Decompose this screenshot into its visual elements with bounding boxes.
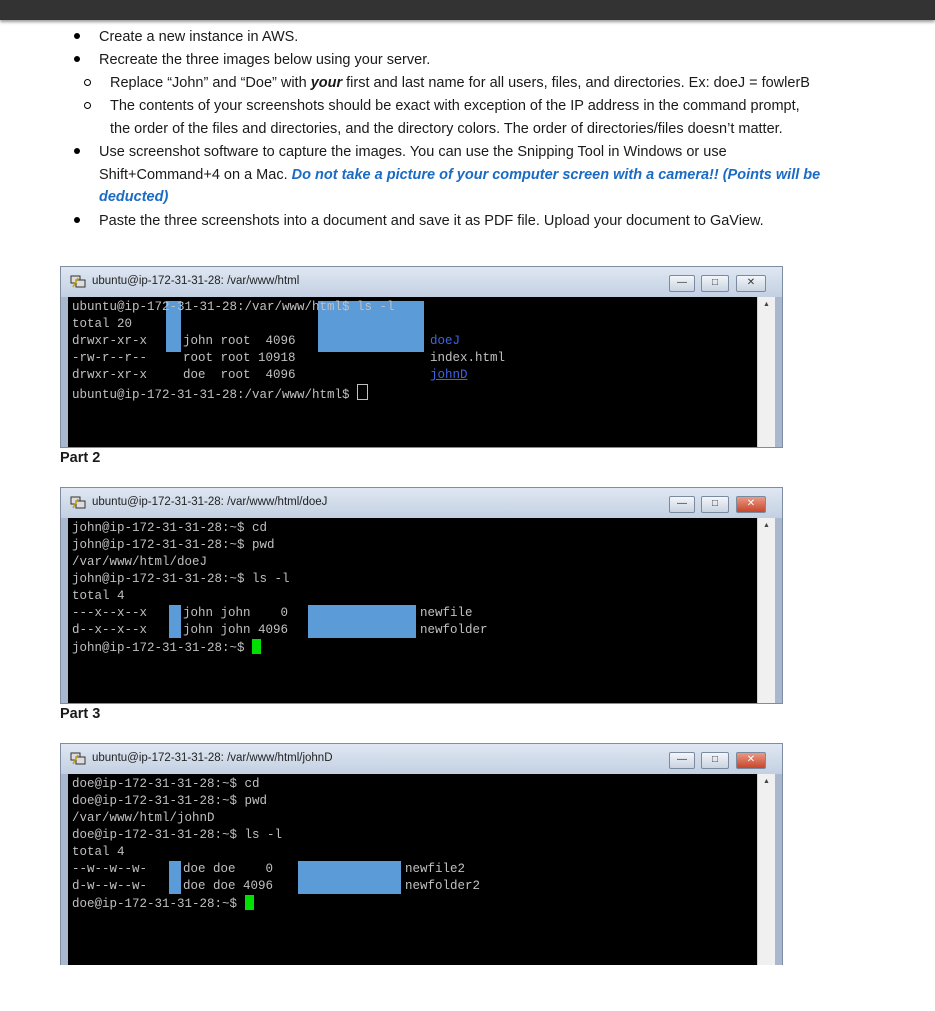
scroll-up-icon[interactable]: ▲ bbox=[763, 301, 770, 308]
terminal-window-3 bbox=[60, 743, 783, 965]
instruction-sub-bullet-1: Replace “John” and “Doe” with your first and last name for all users, files, and directories. Ex: doeJ = fowlerB bbox=[110, 75, 810, 91]
redaction-block bbox=[169, 605, 181, 638]
redaction-block bbox=[298, 861, 401, 894]
terminal-screen[interactable] bbox=[68, 774, 758, 965]
terminal-prompt-line: john@ip-172-31-31-28:~$ bbox=[72, 639, 261, 657]
cursor bbox=[252, 639, 261, 654]
maximize-icon[interactable]: □ bbox=[701, 752, 729, 769]
terminal-line: doe doe 4096 bbox=[183, 879, 274, 893]
terminal-line: doe@ip-172-31-31-28:~$ pwd bbox=[72, 794, 268, 808]
maximize-icon[interactable]: □ bbox=[701, 496, 729, 513]
terminal-screen[interactable] bbox=[68, 297, 758, 447]
emphasis-your: your bbox=[310, 75, 343, 91]
terminal-screen[interactable] bbox=[68, 518, 758, 703]
terminal-line: doe@ip-172-31-31-28:~$ ls -l bbox=[72, 828, 283, 842]
instruction-sub-bullet-2-line-1: The contents of your screenshots should be exact with exception of the IP address in the command prompt, bbox=[110, 98, 800, 114]
terminal-line: drwxr-xr-x bbox=[72, 334, 148, 348]
terminal-line: d-w--w--w- bbox=[72, 879, 148, 893]
terminal-line: doe root 4096 bbox=[183, 368, 296, 382]
bullet-dot bbox=[74, 56, 80, 62]
terminal-window-2 bbox=[60, 487, 783, 704]
window-titlebar bbox=[61, 488, 782, 518]
redaction-block bbox=[308, 605, 416, 638]
terminal-line: total 4 bbox=[72, 589, 125, 603]
minimize-icon[interactable]: — bbox=[669, 752, 695, 769]
directory-name: johnD bbox=[430, 368, 468, 382]
scroll-up-icon[interactable]: ▲ bbox=[763, 778, 770, 785]
terminal-line: john root 4096 bbox=[183, 334, 296, 348]
scrollbar[interactable] bbox=[757, 518, 775, 703]
instruction-bullet-1: Create a new instance in AWS. bbox=[99, 29, 299, 45]
instruction-sub-bullet-2-line-2: the order of the files and directories, and the directory colors. The order of directories/files doesn’t matter. bbox=[110, 121, 783, 137]
terminal-line: doe@ip-172-31-31-28:~$ cd bbox=[72, 777, 260, 791]
window-title: ubuntu@ip-172-31-31-28: /var/www/html/johnD bbox=[92, 752, 333, 764]
terminal-line: drwxr-xr-x bbox=[72, 368, 148, 382]
terminal-line: total 20 bbox=[72, 317, 133, 331]
window-title: ubuntu@ip-172-31-31-28: /var/www/html bbox=[92, 275, 300, 287]
instruction-bullet-4: Paste the three screenshots into a document and save it as PDF file. Upload your document to GaView. bbox=[99, 213, 764, 229]
terminal-line: /var/www/html/doeJ bbox=[72, 555, 208, 569]
instruction-bullet-2: Recreate the three images below using your server. bbox=[99, 52, 431, 68]
terminal-line: doe doe 0 bbox=[183, 862, 274, 876]
sub-bullet-circle bbox=[84, 79, 91, 86]
file-name: index.html bbox=[430, 351, 506, 365]
terminal-line: total 4 bbox=[72, 845, 125, 859]
part-3-label: Part 3 bbox=[60, 706, 101, 722]
scrollbar[interactable] bbox=[757, 774, 775, 965]
close-icon[interactable]: ✕ bbox=[736, 752, 766, 769]
scrollbar[interactable] bbox=[757, 297, 775, 447]
putty-icon bbox=[70, 752, 86, 766]
close-icon[interactable]: ✕ bbox=[736, 275, 766, 292]
terminal-window-1 bbox=[60, 266, 783, 448]
bullet-dot bbox=[74, 217, 80, 223]
terminal-line: d--x--x--x bbox=[72, 623, 148, 637]
file-name: newfile bbox=[420, 606, 473, 620]
minimize-icon[interactable]: — bbox=[669, 275, 695, 292]
viewer-top-bar bbox=[0, 0, 935, 20]
window-titlebar bbox=[61, 267, 782, 297]
cursor bbox=[245, 895, 254, 910]
terminal-line: john@ip-172-31-31-28:~$ pwd bbox=[72, 538, 275, 552]
camera-warning: Do not take a picture of your computer screen with a camera!! (Points will be bbox=[291, 167, 821, 183]
bullet-dot bbox=[74, 33, 80, 39]
window-titlebar bbox=[61, 744, 782, 774]
folder-name: newfolder2 bbox=[405, 879, 481, 893]
terminal-line: ubuntu@ip-172-31-31-28:/var/www/html$ ls -l bbox=[72, 300, 395, 314]
sub-bullet-circle bbox=[84, 102, 91, 109]
folder-name: newfolder bbox=[420, 623, 488, 637]
scroll-up-icon[interactable]: ▲ bbox=[763, 522, 770, 529]
putty-icon bbox=[70, 496, 86, 510]
file-name: newfile2 bbox=[405, 862, 466, 876]
terminal-line: john john 0 bbox=[183, 606, 289, 620]
terminal-prompt-line: doe@ip-172-31-31-28:~$ bbox=[72, 895, 254, 913]
close-icon[interactable]: ✕ bbox=[736, 496, 766, 513]
putty-icon bbox=[70, 275, 86, 289]
window-title: ubuntu@ip-172-31-31-28: /var/www/html/doeJ bbox=[92, 496, 328, 508]
minimize-icon[interactable]: — bbox=[669, 496, 695, 513]
redaction-block bbox=[169, 861, 181, 894]
maximize-icon[interactable]: □ bbox=[701, 275, 729, 292]
directory-name: doeJ bbox=[430, 334, 461, 348]
terminal-line: --w--w--w- bbox=[72, 862, 148, 876]
bullet-dot bbox=[74, 148, 80, 154]
terminal-line: ---x--x--x bbox=[72, 606, 148, 620]
terminal-line: -rw-r--r-- bbox=[72, 351, 148, 365]
terminal-line: root root 10918 bbox=[183, 351, 296, 365]
terminal-line: /var/www/html/johnD bbox=[72, 811, 215, 825]
instruction-bullet-3-line-2: Shift+Command+4 on a Mac. Do not take a picture of your computer screen with a camera!! (Points will be bbox=[99, 167, 821, 183]
part-2-label: Part 2 bbox=[60, 450, 101, 466]
cursor bbox=[357, 384, 368, 400]
instruction-bullet-3-line-1: Use screenshot software to capture the images. You can use the Snipping Tool in Windows or use bbox=[99, 144, 727, 160]
terminal-line: john john 4096 bbox=[183, 623, 289, 637]
terminal-prompt-line: ubuntu@ip-172-31-31-28:/var/www/html$ bbox=[72, 384, 368, 404]
terminal-line: john@ip-172-31-31-28:~$ cd bbox=[72, 521, 268, 535]
terminal-line: john@ip-172-31-31-28:~$ ls -l bbox=[72, 572, 290, 586]
camera-warning-continued: deducted) bbox=[99, 189, 169, 205]
